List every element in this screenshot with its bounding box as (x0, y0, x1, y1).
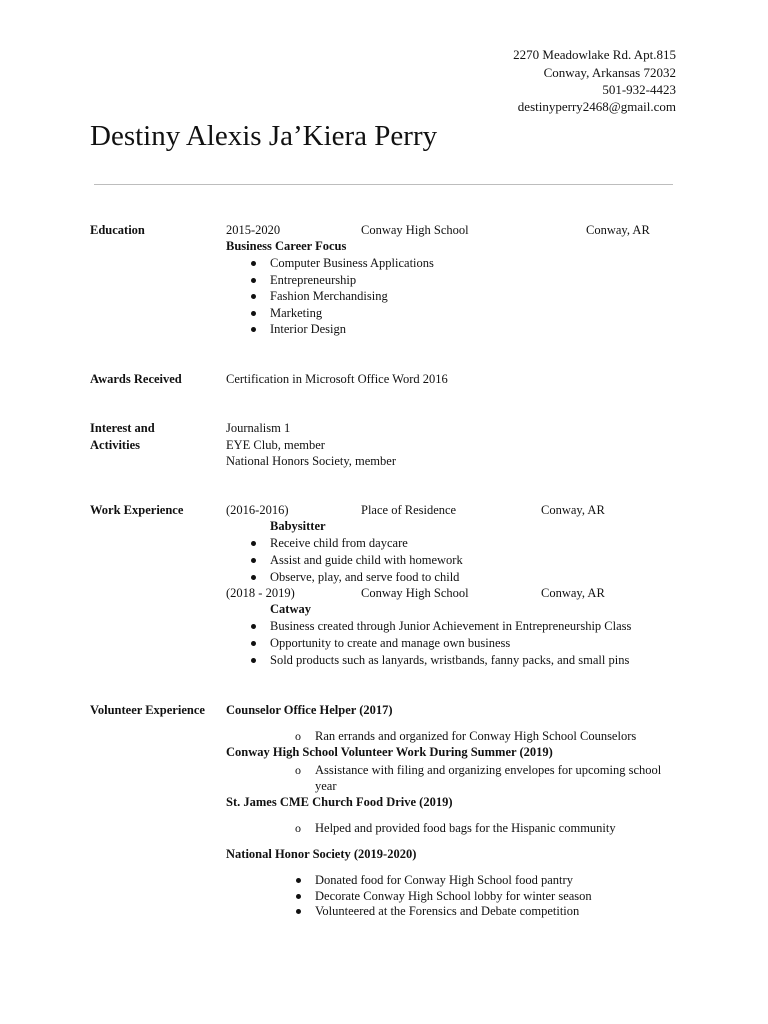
bullet-icon (251, 327, 256, 332)
interest-item: EYE Club, member (226, 438, 325, 452)
bullet-icon (251, 624, 256, 629)
email-address: destinyperry2468@gmail.com (517, 99, 676, 114)
bullet-icon (251, 541, 256, 546)
interest-item: National Honors Society, member (226, 454, 396, 468)
job-dates: (2018 - 2019) (226, 586, 295, 600)
divider-line (94, 184, 673, 185)
list-item: Marketing (270, 306, 323, 320)
sub-bullet-icon: o (295, 821, 301, 835)
list-item: Receive child from daycare (270, 536, 408, 550)
job-location: Conway, AR (541, 503, 605, 517)
address-line-1: 2270 Meadowlake Rd. Apt.815 (513, 47, 676, 62)
list-item: Observe, play, and serve food to child (270, 570, 460, 584)
list-item: Sold products such as lanyards, wristbands, fanny packs, and small pins (270, 653, 630, 667)
bullet-icon (251, 294, 256, 299)
education-heading: Education (90, 223, 145, 237)
job-title: Catway (270, 602, 311, 616)
bullet-icon (296, 894, 301, 899)
list-item: Donated food for Conway High School food pantry (315, 873, 573, 887)
phone-number: 501-932-4423 (602, 82, 676, 97)
job-place: Place of Residence (361, 503, 457, 517)
address-line-2: Conway, Arkansas 72032 (543, 65, 676, 80)
list-item: Assistance with filing and organizing envelopes for upcoming school (315, 763, 662, 777)
bullet-icon (251, 641, 256, 646)
list-item: Volunteered at the Forensics and Debate competition (315, 904, 580, 918)
education-focus: Business Career Focus (226, 239, 347, 253)
education-location: Conway, AR (586, 223, 650, 237)
interests-heading-line-2: Activities (90, 438, 140, 452)
job-dates: (2016-2016) (226, 503, 289, 517)
bullet-icon (251, 311, 256, 316)
bullet-icon (251, 575, 256, 580)
bullet-icon (251, 261, 256, 266)
list-item: Interior Design (270, 322, 347, 336)
interest-item: Journalism 1 (226, 421, 291, 435)
candidate-name: Destiny Alexis Ja’Kiera Perry (90, 120, 438, 152)
bullet-icon (251, 658, 256, 663)
list-item: Ran errands and organized for Conway High School Counselors (315, 729, 637, 743)
list-item: Computer Business Applications (270, 256, 434, 270)
volunteer-entry-title: St. James CME Church Food Drive (2019) (226, 795, 453, 809)
list-item: year (315, 779, 337, 793)
bullet-icon (296, 878, 301, 883)
volunteer-entry-title: Conway High School Volunteer Work During Summer (2019) (226, 745, 553, 759)
list-item: Helped and provided food bags for the Hispanic community (315, 821, 616, 835)
list-item: Decorate Conway High School lobby for winter season (315, 889, 592, 903)
volunteer-entry-title: Counselor Office Helper (2017) (226, 703, 393, 717)
volunteer-heading: Volunteer Experience (90, 703, 205, 717)
list-item: Opportunity to create and manage own business (270, 636, 511, 650)
education-school: Conway High School (361, 223, 469, 237)
job-location: Conway, AR (541, 586, 605, 600)
bullet-icon (251, 558, 256, 563)
list-item: Entrepreneurship (270, 273, 357, 287)
job-place: Conway High School (361, 586, 469, 600)
list-item: Fashion Merchandising (270, 289, 388, 303)
education-years: 2015-2020 (226, 223, 281, 237)
interests-heading-line-1: Interest and (90, 421, 155, 435)
sub-bullet-icon: o (295, 729, 301, 743)
list-item: Business created through Junior Achievement in Entrepreneurship Class (270, 619, 632, 633)
job-title: Babysitter (270, 519, 326, 533)
award-item: Certification in Microsoft Office Word 2016 (226, 372, 448, 386)
bullet-icon (296, 909, 301, 914)
sub-bullet-icon: o (295, 763, 301, 777)
work-heading: Work Experience (90, 503, 184, 517)
awards-heading: Awards Received (90, 372, 182, 386)
list-item: Assist and guide child with homework (270, 553, 463, 567)
bullet-icon (251, 278, 256, 283)
volunteer-entry-title: National Honor Society (2019-2020) (226, 847, 417, 861)
